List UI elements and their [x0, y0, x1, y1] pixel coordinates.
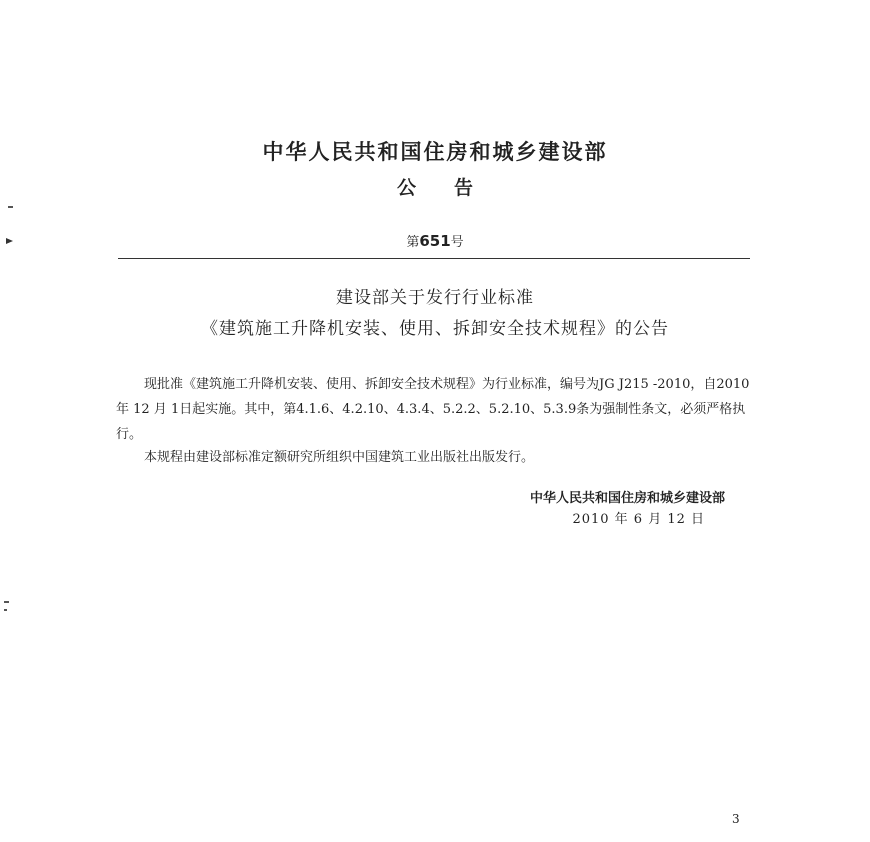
scan-margin-mark: [4, 601, 9, 603]
document-number-suffix: 号: [450, 235, 464, 250]
scan-margin-mark: [8, 206, 13, 208]
signature-date: 2010 年 6 月 12 日: [572, 512, 705, 527]
document-number: [0, 231, 870, 250]
announcement-title-line2: 《建筑施工升降机安装、使用、拆卸安全技术规程》的公告: [201, 319, 669, 339]
announcement-heading: 公告: [396, 177, 511, 199]
signature-organization: 中华人民共和国住房和城乡建设部: [529, 491, 725, 506]
document-number-prefix: 第: [406, 235, 420, 250]
document-number-value: 651: [419, 232, 451, 250]
scan-margin-arrow-icon: [6, 238, 13, 244]
page-number: 3: [732, 812, 740, 826]
announcement-title-line1: 建设部关于发行行业标准: [336, 288, 534, 308]
header-divider: [118, 258, 750, 259]
body-paragraph-approval: 现批准《建筑施工升降机安装、使用、拆卸安全技术规程》为行业标准，编号为JG J215 -2010，自2010年 12 月 1日起实施。其中，第4.1.6、4.2.10、4.3.4、5.2.2、5.2.10、5.3.9条为强制性条文，必须严格执行。: [116, 377, 750, 442]
issuing-ministry-heading: 中华人民共和国住房和城乡建设部: [262, 140, 608, 164]
scan-margin-mark: [4, 609, 7, 611]
body-paragraph-publisher: 本规程由建设部标准定额研究所组织中国建筑工业出版社出版发行。: [144, 450, 535, 465]
